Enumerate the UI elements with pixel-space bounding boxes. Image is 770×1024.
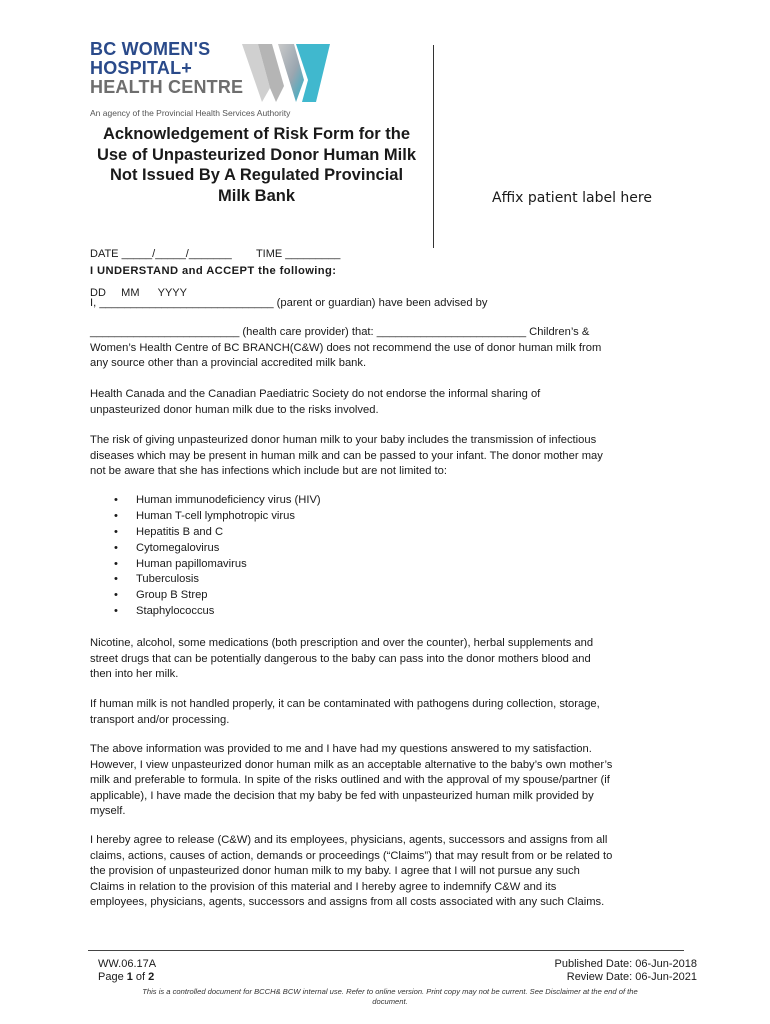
bullet-icon: •: [114, 494, 118, 506]
paragraph-line: transport and/or processing.: [90, 713, 230, 726]
list-item: • Human immunodeficiency virus (HIV): [90, 493, 672, 509]
logo-wordmark: [90, 40, 243, 97]
paragraph-line: milk and preferable to formula. In spite of the risks outlined and with the approval of my spouse/partner (if: [90, 774, 610, 786]
advised-line[interactable]: I, ____________________________ (parent or guardian) have been advised by: [90, 297, 488, 309]
paragraph-line: not be aware that she has infections which include but are not limited to:: [90, 465, 447, 477]
footer-form-info: [98, 958, 156, 984]
logo-w-icon: [238, 40, 334, 106]
paragraph-line: If human milk is not handled properly, it can be contaminated with pathogens during collection, storage,: [90, 698, 600, 710]
paragraph-line: However, I view unpasteurized donor human milk as an acceptable alternative to the baby’s own mother’s: [90, 758, 613, 771]
paragraph-line: The risk of giving unpasteurized donor human milk to your baby includes the transmission of infectious: [90, 434, 597, 446]
bullet-icon: •: [114, 509, 118, 522]
understand-heading: I UNDERSTAND and ACCEPT the following:: [90, 265, 337, 277]
list-item: • Human T-cell lymphotropic virus: [90, 509, 672, 525]
paragraph-line: applicable), I have made the decision that my baby be fed with unpasteurized human milk provided by: [90, 789, 594, 802]
bullet-icon: •: [114, 541, 118, 554]
paragraph-line: the provision of unpasteurized donor human milk to my baby. I agree that I will not pursue any such: [90, 865, 580, 877]
handling-paragraph: [90, 697, 672, 728]
health-canada-paragraph: [90, 387, 672, 418]
footer-dates: [470, 958, 697, 984]
title-line: Acknowledgement of Risk Form for the: [102, 125, 411, 143]
title-line: Not Issued By A Regulated Provincial: [109, 166, 404, 184]
title-line: Milk Bank: [217, 186, 296, 205]
paragraph-line: any source other than a provincial accredited milk bank.: [90, 357, 367, 369]
paragraph-line: Health Canada and the Canadian Paediatric Society do not endorse the informal sharing of: [90, 388, 541, 400]
paragraph-line: Claims in relation to the provision of this material and I hereby agree to indemnify C&W and its: [90, 880, 557, 893]
bullet-icon: •: [114, 573, 118, 586]
list-item: • Group B Strep: [90, 588, 672, 604]
logo-tagline: An agency of the Provincial Health Services Authority: [90, 108, 291, 118]
title-line: Use of Unpasteurized Donor Human Milk: [96, 145, 417, 164]
paragraph-line: myself.: [90, 805, 126, 817]
form-number: WW.06.17A: [98, 958, 157, 970]
infection-list: [90, 493, 672, 620]
paragraph-line: diseases which may be present in human milk and can be passed to your infant. The donor mother may: [90, 449, 603, 462]
published-date: Published Date: 06-Jun-2018: [554, 958, 697, 970]
paragraph-line: street drugs that can be potentially dangerous to the baby can pass into the donor mothers blood and: [90, 652, 591, 665]
bullet-icon: •: [114, 589, 118, 602]
footer-disclaimer: [100, 987, 680, 1007]
disclaimer-line: document.: [372, 997, 408, 1006]
paragraph-line: then into her milk.: [90, 668, 179, 680]
paragraph-line: claims, actions, causes of action, demands or proceedings (“Claims”) that may result from or be related to: [90, 849, 613, 862]
list-item: • Cytomegalovirus: [90, 541, 672, 557]
review-date: Review Date: 06-Jun-2021: [566, 971, 697, 983]
list-item: • Hepatitis B and C: [90, 525, 672, 541]
release-paragraph: [90, 833, 672, 911]
provider-paragraph: [90, 325, 672, 372]
list-item: • Tuberculosis: [90, 572, 672, 588]
paragraph-line: unpasteurized donor human milk due to the risks involved.: [90, 403, 379, 416]
logo-line-1: BC WOMEN'S: [90, 39, 211, 59]
nicotine-paragraph: [90, 636, 672, 683]
paragraph-line: The above information was provided to me and I have had my questions answered to my satisfaction.: [90, 743, 592, 755]
bullet-icon: •: [114, 525, 118, 538]
list-item: • Human papillomavirus: [90, 557, 672, 573]
logo-line-3: HEALTH CENTRE: [90, 77, 244, 97]
risk-paragraph: [90, 433, 672, 480]
header-divider: [433, 45, 434, 248]
form-title: [84, 124, 429, 206]
affix-patient-label: Affix patient label here: [492, 190, 652, 206]
page-indicator: Page 1 of 2: [98, 971, 155, 983]
footer-divider: [88, 950, 684, 951]
consent-paragraph: [90, 742, 672, 820]
paragraph-line[interactable]: ________________________ (health care provider) that: ________________________ Children’s &: [90, 326, 590, 338]
date-format-hint: DD MM YYYY: [90, 287, 187, 299]
paragraph-line: I hereby agree to release (C&W) and its employees, physicians, agents, successors and assigns from all: [90, 834, 608, 846]
logo-line-2: HOSPITAL+: [90, 58, 192, 78]
paragraph-line: Women’s Health Centre of BC BRANCH(C&W) does not recommend the use of donor human milk from: [90, 341, 602, 354]
disclaimer-line: This is a controlled document for BCCH& BCW internal use. Refer to online version. Print copy may not be current. See Disclaimer at the end of the: [142, 987, 638, 996]
bullet-icon: •: [114, 557, 118, 570]
bullet-icon: •: [114, 605, 118, 618]
paragraph-line: Nicotine, alcohol, some medications (both prescription and over the counter), herbal supplements and: [90, 637, 594, 649]
paragraph-line: employees, physicians, agents, successors and assigns from all costs associated with any such Claims.: [90, 896, 605, 908]
date-time-line[interactable]: DATE _____/_____/_______ TIME _________: [90, 248, 341, 260]
list-item: • Staphylococcus: [90, 604, 672, 620]
